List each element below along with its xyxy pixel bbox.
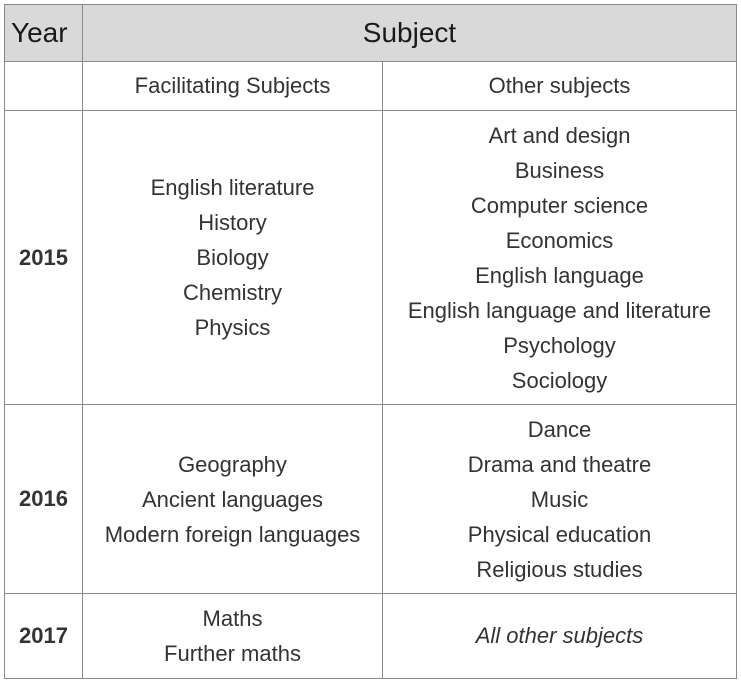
year-cell-2016: 2016 — [5, 405, 83, 594]
list-item: Religious studies — [476, 556, 643, 582]
list-item: Music — [530, 486, 589, 512]
facilitating-subheader: Facilitating Subjects — [83, 62, 383, 111]
facilitating-list-2016 — [83, 447, 382, 552]
table-row-2016 — [5, 405, 737, 594]
list-item: Further maths — [164, 641, 301, 666]
other-list-2016 — [383, 412, 736, 587]
list-item: Biology — [196, 245, 269, 270]
year-cell-2015: 2015 — [5, 111, 83, 405]
list-item: Geography — [178, 451, 287, 477]
list-item: Economics — [505, 227, 614, 253]
subject-column-header: Subject — [83, 5, 737, 62]
subheader-empty-cell — [5, 62, 83, 111]
list-item: English language and literature — [407, 297, 712, 323]
subheader-row — [5, 62, 737, 111]
other-list-2015 — [383, 118, 736, 398]
list-item: English literature — [150, 175, 315, 200]
other-cell-2016 — [383, 405, 737, 594]
header-row — [5, 5, 737, 62]
facilitating-list-2015 — [83, 170, 382, 345]
facilitating-cell-2017 — [83, 594, 383, 679]
table-row-2015 — [5, 111, 737, 405]
facilitating-list-2017 — [83, 601, 382, 671]
list-item: Computer science — [470, 192, 649, 218]
list-item: Physics — [194, 315, 271, 340]
list-item: Chemistry — [182, 280, 282, 305]
subjects-table — [4, 4, 737, 679]
table-row-2017 — [5, 594, 737, 679]
other-subheader: Other subjects — [383, 62, 737, 111]
year-cell-2017: 2017 — [5, 594, 83, 679]
list-item: Business — [514, 157, 605, 183]
list-item: Maths — [202, 606, 263, 631]
list-item: Dance — [527, 416, 592, 442]
list-item: Drama and theatre — [467, 451, 652, 477]
list-item: Modern foreign languages — [104, 521, 361, 547]
list-item: History — [198, 210, 267, 235]
year-column-header: Year — [5, 5, 83, 62]
list-item: Physical education — [467, 521, 652, 547]
list-item: Sociology — [511, 367, 608, 393]
other-cell-2017 — [383, 594, 737, 679]
all-other-subjects-note: All other subjects — [475, 623, 644, 648]
facilitating-cell-2015 — [83, 111, 383, 405]
list-item: Art and design — [488, 122, 631, 148]
other-cell-2015 — [383, 111, 737, 405]
list-item: Ancient languages — [141, 486, 324, 512]
facilitating-cell-2016 — [83, 405, 383, 594]
list-item: Psychology — [503, 332, 616, 358]
list-item: English language — [475, 262, 644, 288]
